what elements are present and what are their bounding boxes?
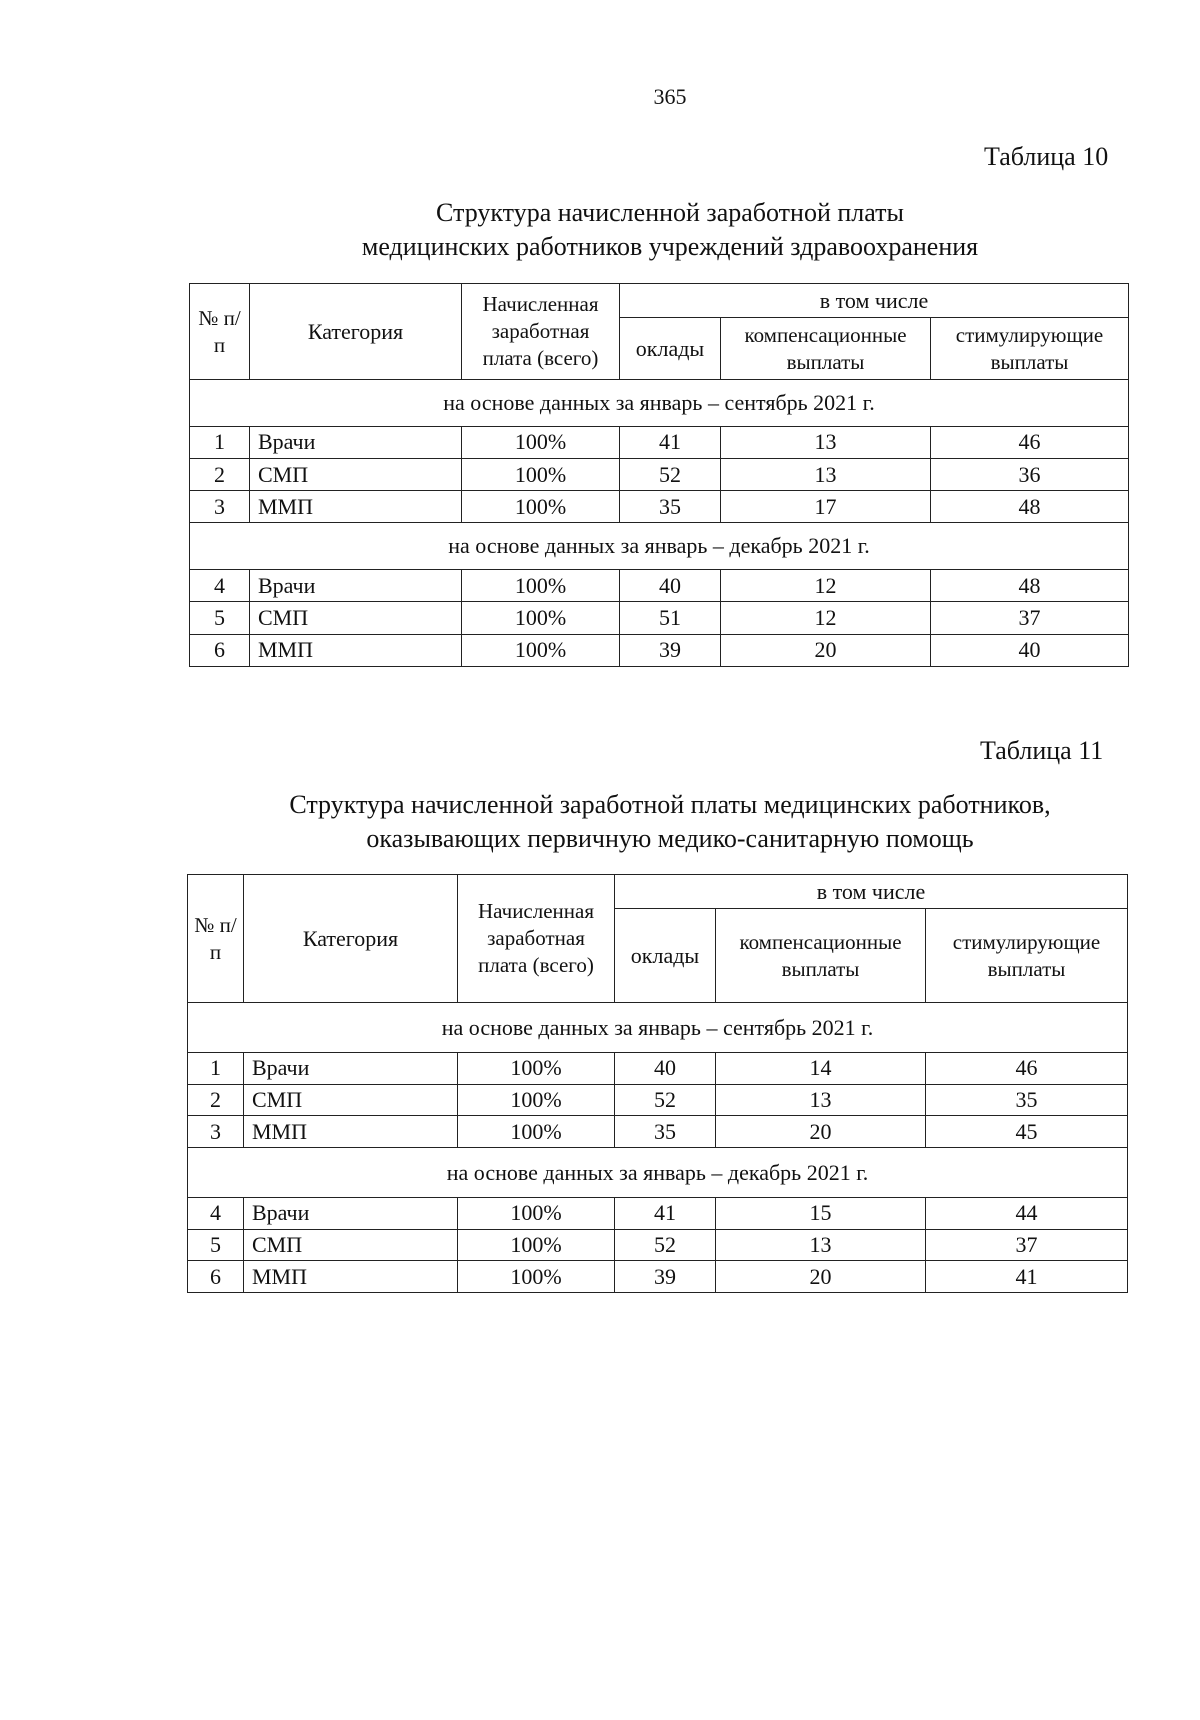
cell-total: 100% [458,1053,615,1085]
cell-num: 3 [188,1116,244,1148]
cell-num: 2 [188,1084,244,1116]
header-including: в том числе [620,284,1129,318]
cell-num: 3 [190,491,250,523]
cell-category: Врачи [244,1198,458,1230]
header-num: № п/п [188,875,244,1003]
period-label: на основе данных за январь – декабрь 2021 г. [190,523,1129,570]
cell-salaries: 40 [615,1053,716,1085]
table-row [188,1261,1128,1293]
table-row [190,634,1129,666]
header-category: Категория [244,875,458,1003]
table-10-title [0,196,1200,264]
table-row [190,491,1129,523]
period-row [190,380,1129,427]
cell-total: 100% [458,1229,615,1261]
header-incentive: стимулирующие выплаты [931,318,1129,380]
cell-incentive: 41 [926,1261,1128,1293]
table-11-title-line-1: Структура начисленной заработной платы медицинских работников, [289,790,1051,819]
cell-compensation: 20 [721,634,931,666]
page-number: 365 [653,84,687,109]
cell-compensation: 15 [716,1198,926,1230]
cell-salaries: 41 [615,1198,716,1230]
table-10-body [190,380,1129,667]
cell-num: 4 [188,1198,244,1230]
table-row [188,1229,1128,1261]
cell-num: 6 [188,1261,244,1293]
table-10-title-line-1: Структура начисленной заработной платы [436,198,904,227]
cell-incentive: 37 [926,1229,1128,1261]
period-label: на основе данных за январь – декабрь 2021 г. [188,1147,1128,1197]
cell-total: 100% [462,426,620,458]
header-incentive: стимулирующие выплаты [926,909,1128,1003]
cell-category: СМП [250,458,462,490]
cell-category: ММП [244,1261,458,1293]
table-10 [189,283,1129,667]
cell-compensation: 17 [721,491,931,523]
cell-incentive: 40 [931,634,1129,666]
cell-num: 6 [190,634,250,666]
cell-salaries: 52 [615,1084,716,1116]
cell-category: ММП [244,1116,458,1148]
cell-num: 2 [190,458,250,490]
table-11-label: Таблица 11 [980,736,1104,765]
cell-compensation: 20 [716,1261,926,1293]
cell-total: 100% [462,458,620,490]
table-10-label: Таблица 10 [984,142,1109,171]
cell-total: 100% [458,1116,615,1148]
cell-incentive: 44 [926,1198,1128,1230]
cell-salaries: 41 [620,426,721,458]
cell-compensation: 13 [716,1084,926,1116]
cell-category: Врачи [250,570,462,602]
table-row [188,1116,1128,1148]
cell-total: 100% [458,1198,615,1230]
cell-num: 4 [190,570,250,602]
cell-compensation: 12 [721,570,931,602]
period-label: на основе данных за январь – сентябрь 2021 г. [190,380,1129,427]
table-row [188,1198,1128,1230]
cell-salaries: 39 [615,1261,716,1293]
cell-salaries: 52 [615,1229,716,1261]
table-11-body [188,1003,1128,1293]
cell-compensation: 13 [716,1229,926,1261]
cell-total: 100% [462,602,620,634]
table-11-title-line-2: оказывающих первичную медико-санитарную помощь [366,824,974,853]
table-row [190,570,1129,602]
cell-salaries: 35 [615,1116,716,1148]
cell-num: 1 [190,426,250,458]
cell-incentive: 37 [931,602,1129,634]
table-11 [187,874,1128,1293]
cell-salaries: 40 [620,570,721,602]
cell-category: Врачи [250,426,462,458]
cell-category: ММП [250,634,462,666]
period-row [188,1147,1128,1197]
cell-total: 100% [458,1261,615,1293]
period-row [188,1003,1128,1053]
table-row [188,1084,1128,1116]
header-category: Категория [250,284,462,380]
cell-category: СМП [244,1229,458,1261]
cell-total: 100% [462,570,620,602]
period-row [190,523,1129,570]
table-10-title-line-2: медицинских работников учреждений здравоохранения [361,232,979,261]
cell-compensation: 13 [721,426,931,458]
header-including: в том числе [615,875,1128,909]
cell-salaries: 35 [620,491,721,523]
table-11-title [0,788,1200,856]
cell-salaries: 39 [620,634,721,666]
cell-num: 5 [188,1229,244,1261]
cell-num: 5 [190,602,250,634]
cell-total: 100% [458,1084,615,1116]
cell-incentive: 45 [926,1116,1128,1148]
cell-incentive: 48 [931,491,1129,523]
cell-category: СМП [250,602,462,634]
header-compensation: компенсационные выплаты [716,909,926,1003]
cell-category: Врачи [244,1053,458,1085]
cell-incentive: 46 [931,426,1129,458]
table-row [188,1053,1128,1085]
cell-salaries: 51 [620,602,721,634]
cell-num: 1 [188,1053,244,1085]
period-label: на основе данных за январь – сентябрь 2021 г. [188,1003,1128,1053]
cell-category: ММП [250,491,462,523]
cell-incentive: 46 [926,1053,1128,1085]
table-row [190,426,1129,458]
header-salaries: оклады [615,909,716,1003]
cell-incentive: 48 [931,570,1129,602]
cell-incentive: 36 [931,458,1129,490]
header-total: Начисленная заработная плата (всего) [462,284,620,380]
cell-total: 100% [462,634,620,666]
header-num: № п/п [190,284,250,380]
table-row [190,602,1129,634]
header-compensation: компенсационные выплаты [721,318,931,380]
cell-incentive: 35 [926,1084,1128,1116]
header-salaries: оклады [620,318,721,380]
cell-salaries: 52 [620,458,721,490]
cell-category: СМП [244,1084,458,1116]
cell-compensation: 12 [721,602,931,634]
table-row [190,458,1129,490]
cell-compensation: 20 [716,1116,926,1148]
cell-total: 100% [462,491,620,523]
cell-compensation: 13 [721,458,931,490]
header-total: Начисленная заработная плата (всего) [458,875,615,1003]
cell-compensation: 14 [716,1053,926,1085]
